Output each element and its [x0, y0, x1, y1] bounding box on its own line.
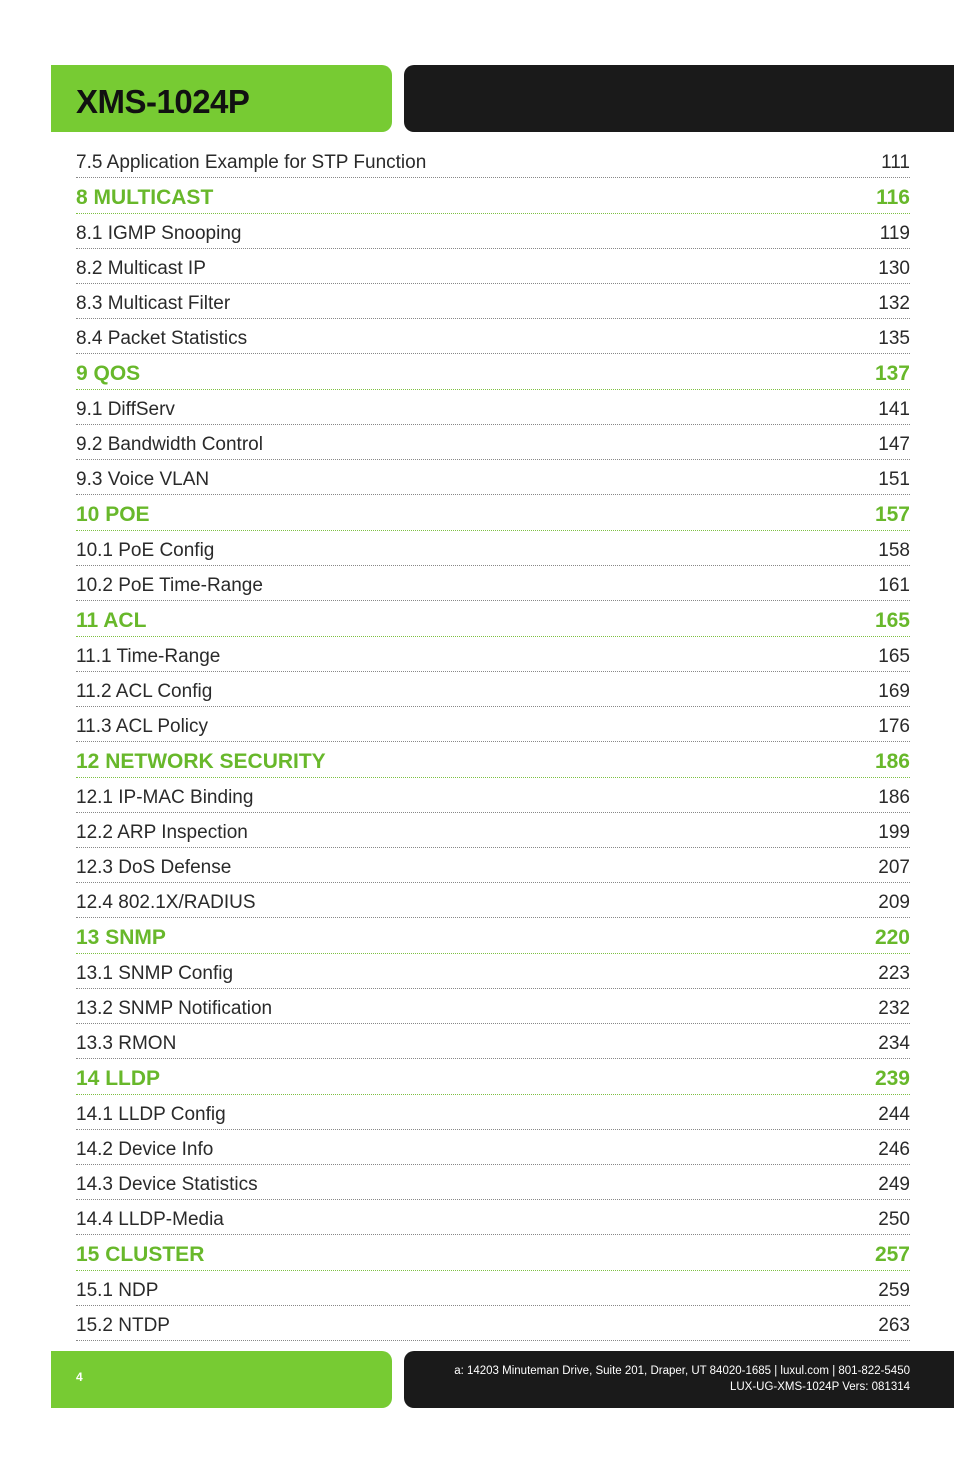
toc-entry-title: 15.2 NTDP [76, 1315, 170, 1336]
toc-entry-page: 158 [878, 540, 910, 561]
toc-entry-title: 12.1 IP-MAC Binding [76, 787, 254, 808]
toc-entry[interactable] [76, 319, 910, 354]
toc-entry-title: 14.1 LLDP Config [76, 1104, 226, 1125]
toc-entry-title: 7.5 Application Example for STP Function [76, 152, 427, 173]
toc-entry-title: 8.2 Multicast IP [76, 258, 206, 279]
toc-entry[interactable] [76, 954, 910, 989]
toc-entry-page: 257 [874, 1243, 910, 1266]
toc-entry-title: 14.4 LLDP-Media [76, 1209, 224, 1230]
toc-entry-title: 10.1 PoE Config [76, 540, 215, 561]
toc-entry-page: 186 [878, 787, 910, 808]
toc-entry[interactable] [76, 1306, 910, 1341]
toc-entry-title: 8.4 Packet Statistics [76, 328, 248, 349]
toc-entry-title: 11 ACL [76, 609, 147, 632]
toc-entry-title: 13 SNMP [76, 926, 166, 949]
toc-entry-page: 207 [878, 857, 910, 878]
toc-section-entry[interactable] [76, 742, 910, 778]
toc-entry-title: 8 MULTICAST [76, 186, 214, 209]
toc-entry[interactable] [76, 1024, 910, 1059]
toc-section-entry[interactable] [76, 354, 910, 390]
toc-entry[interactable] [76, 813, 910, 848]
toc-entry-page: 239 [874, 1067, 910, 1090]
toc-entry-page: 119 [879, 223, 910, 244]
toc-entry-title: 14 LLDP [76, 1067, 161, 1090]
toc-entry-page: 223 [878, 963, 910, 984]
toc-entry-title: 9 QOS [76, 362, 141, 385]
toc-entry-page: 165 [874, 609, 910, 632]
toc-section-entry[interactable] [76, 495, 910, 531]
toc-entry-page: 165 [878, 646, 910, 667]
toc-entry-page: 141 [878, 399, 910, 420]
toc-entry-title: 9.2 Bandwidth Control [76, 434, 263, 455]
toc-entry-page: 244 [878, 1104, 910, 1125]
toc-entry-page: 249 [878, 1174, 910, 1195]
toc-entry[interactable] [76, 778, 910, 813]
toc-entry-page: 199 [878, 822, 910, 843]
header-title-bar [51, 65, 392, 132]
toc-entry-title: 14.2 Device Info [76, 1139, 214, 1160]
toc-entry-page: 176 [878, 716, 910, 737]
toc-section-entry[interactable] [76, 1059, 910, 1095]
table-of-contents [76, 143, 910, 1341]
toc-entry-page: 169 [878, 681, 910, 702]
toc-entry[interactable] [76, 566, 910, 601]
toc-entry-page: 246 [878, 1139, 910, 1160]
toc-entry-page: 232 [878, 998, 910, 1019]
toc-entry-title: 11.1 Time-Range [76, 646, 221, 667]
toc-entry[interactable] [76, 249, 910, 284]
toc-entry[interactable] [76, 284, 910, 319]
header-dark-bar [404, 65, 954, 132]
toc-entry-page: 259 [878, 1280, 910, 1301]
toc-entry[interactable] [76, 989, 910, 1024]
toc-entry[interactable] [76, 883, 910, 918]
toc-entry-title: 13.1 SNMP Config [76, 963, 234, 984]
toc-entry-title: 15.1 NDP [76, 1280, 159, 1301]
toc-entry-title: 10 POE [76, 503, 150, 526]
toc-entry-title: 13.2 SNMP Notification [76, 998, 273, 1019]
toc-entry-page: 147 [878, 434, 910, 455]
toc-entry-page: 209 [878, 892, 910, 913]
toc-entry-title: 12.3 DoS Defense [76, 857, 232, 878]
toc-entry[interactable] [76, 1271, 910, 1306]
page-number: 4 [76, 1370, 83, 1384]
toc-entry[interactable] [76, 531, 910, 566]
toc-entry-page: 116 [876, 186, 910, 209]
toc-entry[interactable] [76, 1200, 910, 1235]
document-title: XMS-1024P [76, 83, 250, 120]
toc-entry-page: 234 [878, 1033, 910, 1054]
toc-section-entry[interactable] [76, 601, 910, 637]
toc-entry[interactable] [76, 637, 910, 672]
toc-entry-title: 8.1 IGMP Snooping [76, 223, 242, 244]
toc-entry-page: 111 [881, 152, 910, 173]
footer-info-bar [404, 1351, 954, 1408]
toc-entry-title: 8.3 Multicast Filter [76, 293, 231, 314]
toc-entry[interactable] [76, 425, 910, 460]
toc-entry-page: 157 [874, 503, 910, 526]
toc-entry-page: 151 [878, 469, 910, 490]
footer-address: a: 14203 Minuteman Drive, Suite 201, Draper, UT 84020-1685 | luxul.com | 801-822-5450 [454, 1365, 910, 1377]
toc-entry-title: 11.2 ACL Config [76, 681, 213, 702]
toc-entry[interactable] [76, 1165, 910, 1200]
toc-entry-page: 263 [878, 1315, 910, 1336]
toc-entry[interactable] [76, 143, 910, 178]
toc-entry-page: 161 [878, 575, 910, 596]
toc-entry[interactable] [76, 848, 910, 883]
toc-entry[interactable] [76, 390, 910, 425]
toc-entry-title: 10.2 PoE Time-Range [76, 575, 263, 596]
toc-entry[interactable] [76, 214, 910, 249]
toc-entry-title: 12.2 ARP Inspection [76, 822, 248, 843]
toc-entry-page: 137 [874, 362, 910, 385]
toc-entry[interactable] [76, 1130, 910, 1165]
toc-entry-title: 12.4 802.1X/RADIUS [76, 892, 256, 913]
toc-entry-title: 12 NETWORK SECURITY [76, 750, 326, 773]
toc-entry-title: 15 CLUSTER [76, 1243, 205, 1266]
toc-entry-title: 14.3 Device Statistics [76, 1174, 258, 1195]
toc-entry-page: 132 [878, 293, 910, 314]
toc-section-entry[interactable] [76, 178, 910, 214]
toc-entry[interactable] [76, 707, 910, 742]
footer-doc-id: LUX-UG-XMS-1024P Vers: 081314 [729, 1381, 910, 1393]
toc-entry[interactable] [76, 460, 910, 495]
toc-entry-title: 11.3 ACL Policy [76, 716, 209, 737]
toc-entry-title: 13.3 RMON [76, 1033, 177, 1054]
footer-text [454, 1363, 910, 1395]
toc-entry-page: 250 [878, 1209, 910, 1230]
toc-entry[interactable] [76, 672, 910, 707]
toc-section-entry[interactable] [76, 918, 910, 954]
toc-entry-page: 220 [874, 926, 910, 949]
toc-entry-title: 9.1 DiffServ [76, 399, 175, 420]
toc-entry-page: 186 [874, 750, 910, 773]
toc-section-entry[interactable] [76, 1235, 910, 1271]
toc-entry-page: 130 [878, 258, 910, 279]
toc-entry-title: 9.3 Voice VLAN [76, 469, 210, 490]
toc-entry[interactable] [76, 1095, 910, 1130]
toc-entry-page: 135 [878, 328, 910, 349]
footer-page-bar [51, 1351, 392, 1408]
